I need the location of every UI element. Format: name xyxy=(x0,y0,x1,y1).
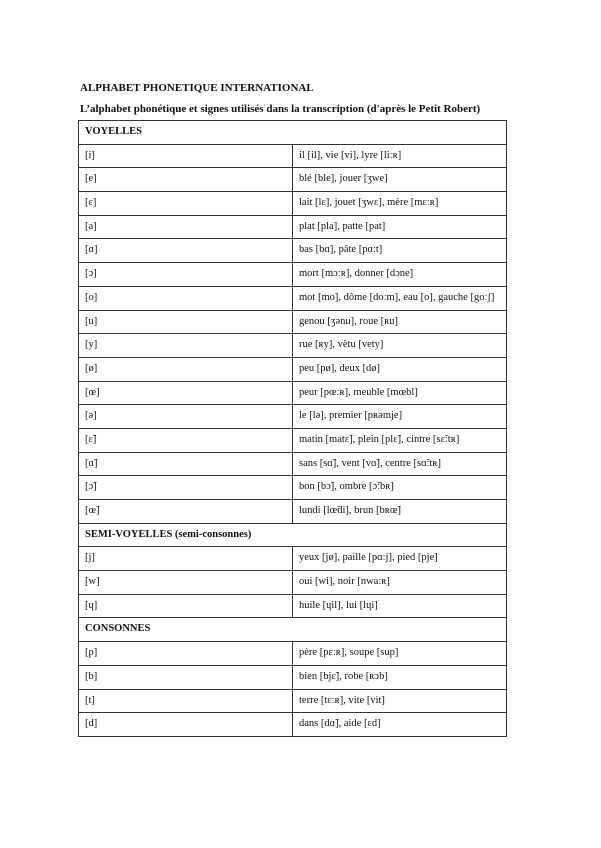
document-subtitle: L’alphabet phonétique et signes utilisés dans la transcription (d'après le Petit Robert) xyxy=(80,103,481,115)
phoneme-symbol: [ə] xyxy=(79,405,293,429)
table-row xyxy=(79,547,507,571)
table-row xyxy=(79,689,507,713)
phoneme-examples: blé [ble], jouer [ʒwe] xyxy=(293,168,507,192)
phoneme-examples: mot [mo], dôme [doːm], eau [o], gauche [goːʃ] xyxy=(293,286,507,310)
phoneme-symbol: [y] xyxy=(79,334,293,358)
phoneme-examples: terre [tɛːʀ], vite [vit] xyxy=(293,689,507,713)
table-row xyxy=(79,263,507,287)
phoneme-symbol: [b] xyxy=(79,665,293,689)
phoneme-symbol: [œ̃] xyxy=(79,500,293,524)
phoneme-symbol: [i] xyxy=(79,144,293,168)
ipa-table-body xyxy=(79,121,507,737)
table-row xyxy=(79,334,507,358)
phoneme-symbol: [o] xyxy=(79,286,293,310)
ipa-table xyxy=(78,120,507,737)
table-row xyxy=(79,713,507,737)
table-row xyxy=(79,594,507,618)
phoneme-examples: il [il], vie [vi], lyre [liːʀ] xyxy=(293,144,507,168)
phoneme-symbol: [d] xyxy=(79,713,293,737)
phoneme-symbol: [u] xyxy=(79,310,293,334)
phoneme-examples: oui [wi], noir [nwaːʀ] xyxy=(293,571,507,595)
phoneme-examples: genou [ʒənu], roue [ʀu] xyxy=(293,310,507,334)
phoneme-examples: père [pɛːʀ], soupe [sup] xyxy=(293,642,507,666)
phoneme-examples: yeux [jø], paille [pɑːj], pied [pje] xyxy=(293,547,507,571)
phoneme-examples: lait [lɛ], jouet [ʒwɛ], mère [mɛːʀ] xyxy=(293,192,507,216)
table-row xyxy=(79,665,507,689)
phoneme-examples: mort [mɔːʀ], donner [dɔne] xyxy=(293,263,507,287)
table-row xyxy=(79,239,507,263)
table-row xyxy=(79,500,507,524)
section-header-row xyxy=(79,618,507,642)
table-row xyxy=(79,192,507,216)
phoneme-symbol: [ø] xyxy=(79,357,293,381)
phoneme-examples: bon [bɔ̃], ombre [ɔ̃ːbʀ] xyxy=(293,476,507,500)
phoneme-symbol: [e] xyxy=(79,168,293,192)
table-row xyxy=(79,428,507,452)
phoneme-symbol: [w] xyxy=(79,571,293,595)
table-row xyxy=(79,286,507,310)
table-row xyxy=(79,452,507,476)
phoneme-examples: le [lə], premier [pʀəmje] xyxy=(293,405,507,429)
phoneme-symbol: [ɑ] xyxy=(79,239,293,263)
table-row xyxy=(79,642,507,666)
table-row xyxy=(79,310,507,334)
phoneme-examples: plat [pla], patte [pat] xyxy=(293,215,507,239)
section-heading: SEMI-VOYELLES (semi-consonnes) xyxy=(79,523,507,547)
phoneme-symbol: [ɛ̃] xyxy=(79,428,293,452)
phoneme-symbol: [p] xyxy=(79,642,293,666)
phoneme-symbol: [ɑ̃] xyxy=(79,452,293,476)
phoneme-examples: matin [matɛ̃], plein [plɛ̃], cintre [sɛ̃ːtʀ] xyxy=(293,428,507,452)
phoneme-symbol: [ɔ] xyxy=(79,263,293,287)
table-row xyxy=(79,215,507,239)
phoneme-examples: peur [pœːʀ], meuble [mœbl] xyxy=(293,381,507,405)
table-row xyxy=(79,168,507,192)
phoneme-examples: dans [dɑ̃], aide [ɛd] xyxy=(293,713,507,737)
phoneme-examples: huile [ɥil], lui [lɥi] xyxy=(293,594,507,618)
table-row xyxy=(79,405,507,429)
table-row xyxy=(79,571,507,595)
section-header-row xyxy=(79,121,507,145)
phoneme-examples: rue [ʀy], vêtu [vety] xyxy=(293,334,507,358)
table-row xyxy=(79,357,507,381)
table-row xyxy=(79,476,507,500)
phoneme-examples: sans [sɑ̃], vent [vɑ̃], centre [sɑ̃ːtʀ] xyxy=(293,452,507,476)
phoneme-symbol: [t] xyxy=(79,689,293,713)
section-header-row xyxy=(79,523,507,547)
phoneme-symbol: [ɛ] xyxy=(79,192,293,216)
document-title: ALPHABET PHONETIQUE INTERNATIONAL xyxy=(80,82,314,94)
phoneme-symbol: [ɥ] xyxy=(79,594,293,618)
table-row xyxy=(79,144,507,168)
phoneme-symbol: [j] xyxy=(79,547,293,571)
phoneme-symbol: [a] xyxy=(79,215,293,239)
table-row xyxy=(79,381,507,405)
phoneme-examples: bas [bɑ], pâte [pɑːt] xyxy=(293,239,507,263)
phoneme-symbol: [œ] xyxy=(79,381,293,405)
phoneme-examples: lundi [lœ̃di], brun [bʀœ̃] xyxy=(293,500,507,524)
phoneme-symbol: [ɔ̃] xyxy=(79,476,293,500)
section-heading: CONSONNES xyxy=(79,618,507,642)
phoneme-examples: bien [bjɛ̃], robe [ʀɔb] xyxy=(293,665,507,689)
section-heading: VOYELLES xyxy=(79,121,507,145)
phoneme-examples: peu [pø], deux [dø] xyxy=(293,357,507,381)
